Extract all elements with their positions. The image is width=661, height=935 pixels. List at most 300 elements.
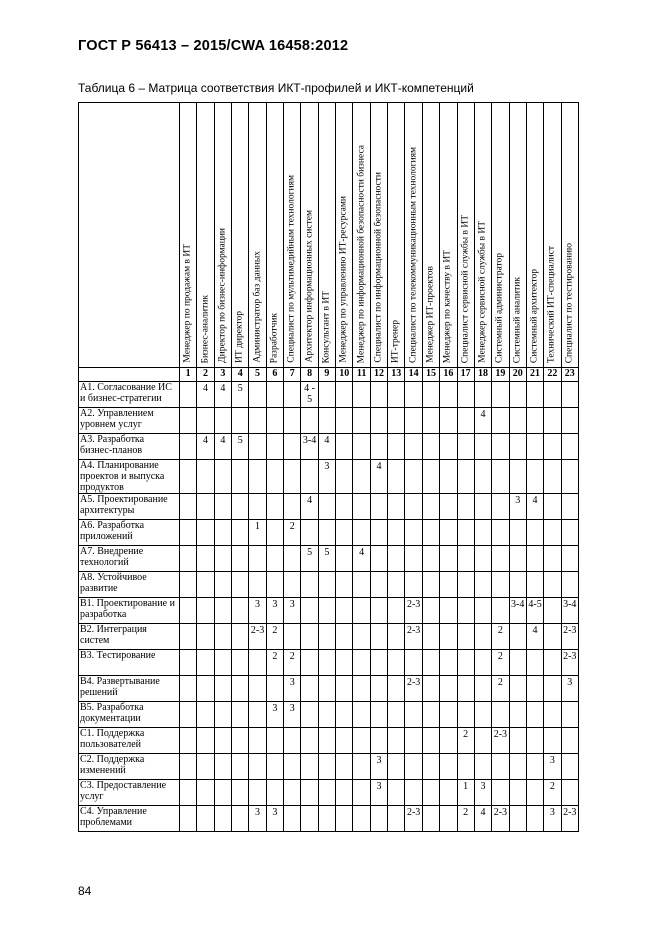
level-cell bbox=[492, 702, 509, 728]
role-header-cell bbox=[370, 103, 387, 368]
level-cell: 3-4 bbox=[301, 434, 318, 460]
level-cell bbox=[405, 460, 422, 494]
role-header-label: Специалист по информационной безопасности bbox=[373, 172, 384, 363]
level-cell bbox=[492, 754, 509, 780]
level-cell bbox=[180, 434, 197, 460]
level-cell: 2 bbox=[284, 520, 301, 546]
table-row bbox=[79, 728, 579, 754]
document-header-title: ГОСТ Р 56413 – 2015/CWA 16458:2012 bbox=[78, 38, 349, 54]
level-cell bbox=[318, 520, 335, 546]
level-cell bbox=[370, 546, 387, 572]
level-cell bbox=[180, 598, 197, 624]
level-cell bbox=[214, 806, 231, 832]
competence-cell: A8. Устойчивое развитие bbox=[79, 572, 180, 598]
level-cell bbox=[509, 780, 526, 806]
level-cell bbox=[301, 754, 318, 780]
level-cell bbox=[318, 780, 335, 806]
level-cell bbox=[526, 408, 543, 434]
level-cell bbox=[336, 754, 353, 780]
role-header-label: Менеджер по управлению ИТ-ресурсами bbox=[338, 196, 349, 363]
level-cell bbox=[370, 598, 387, 624]
column-number: 2 bbox=[197, 368, 214, 382]
level-cell bbox=[249, 676, 266, 702]
level-cell bbox=[214, 572, 231, 598]
level-cell bbox=[370, 806, 387, 832]
level-cell: 2-3 bbox=[492, 728, 509, 754]
level-cell bbox=[405, 434, 422, 460]
level-cell bbox=[197, 408, 214, 434]
level-cell bbox=[214, 494, 231, 520]
table-row bbox=[79, 546, 579, 572]
level-cell: 4 bbox=[214, 434, 231, 460]
level-cell bbox=[388, 598, 405, 624]
level-cell: 1 bbox=[249, 520, 266, 546]
column-number: 18 bbox=[474, 368, 491, 382]
level-cell: 4 bbox=[301, 494, 318, 520]
level-cell bbox=[492, 460, 509, 494]
competence-cell: A4. Планирование проектов и выпуска продуктов bbox=[79, 460, 180, 494]
competence-cell: B2. Интеграция систем bbox=[79, 624, 180, 650]
column-number: 21 bbox=[526, 368, 543, 382]
level-cell bbox=[180, 676, 197, 702]
level-cell bbox=[232, 780, 249, 806]
role-header-cell bbox=[180, 103, 197, 368]
level-cell: 3 bbox=[544, 806, 561, 832]
role-header-label: ИТ директор bbox=[234, 311, 245, 363]
level-cell bbox=[561, 520, 578, 546]
level-cell bbox=[370, 624, 387, 650]
level-cell bbox=[249, 650, 266, 676]
level-cell bbox=[353, 676, 370, 702]
level-cell bbox=[457, 572, 474, 598]
level-cell: 3 bbox=[561, 676, 578, 702]
level-cell bbox=[249, 572, 266, 598]
level-cell bbox=[232, 572, 249, 598]
level-cell bbox=[336, 806, 353, 832]
level-cell bbox=[388, 754, 405, 780]
level-cell bbox=[266, 728, 283, 754]
level-cell bbox=[509, 460, 526, 494]
level-cell bbox=[544, 382, 561, 408]
level-cell bbox=[180, 520, 197, 546]
level-cell bbox=[370, 494, 387, 520]
level-cell bbox=[388, 650, 405, 676]
level-cell bbox=[197, 650, 214, 676]
level-cell: 4 bbox=[526, 624, 543, 650]
level-cell bbox=[422, 650, 439, 676]
level-cell: 2 bbox=[266, 624, 283, 650]
level-cell bbox=[457, 408, 474, 434]
level-cell bbox=[214, 728, 231, 754]
level-cell bbox=[180, 546, 197, 572]
level-cell bbox=[318, 408, 335, 434]
level-cell bbox=[232, 546, 249, 572]
level-cell bbox=[388, 460, 405, 494]
level-cell: 4-5 bbox=[526, 598, 543, 624]
level-cell bbox=[474, 520, 491, 546]
level-cell bbox=[440, 676, 457, 702]
role-header-cell bbox=[249, 103, 266, 368]
level-cell bbox=[544, 650, 561, 676]
level-cell bbox=[318, 728, 335, 754]
level-cell bbox=[526, 460, 543, 494]
role-header-cell bbox=[561, 103, 578, 368]
level-cell bbox=[249, 702, 266, 728]
level-cell bbox=[214, 460, 231, 494]
level-cell bbox=[388, 408, 405, 434]
level-cell: 2 bbox=[284, 650, 301, 676]
column-number: 1 bbox=[180, 368, 197, 382]
level-cell: 3 bbox=[266, 598, 283, 624]
role-header-label: Администратор баз данных bbox=[252, 251, 263, 363]
level-cell bbox=[284, 408, 301, 434]
level-cell bbox=[370, 520, 387, 546]
level-cell bbox=[249, 754, 266, 780]
level-cell bbox=[509, 754, 526, 780]
level-cell bbox=[544, 494, 561, 520]
level-cell bbox=[336, 382, 353, 408]
level-cell bbox=[318, 702, 335, 728]
level-cell bbox=[544, 676, 561, 702]
role-header-cell bbox=[440, 103, 457, 368]
level-cell bbox=[180, 494, 197, 520]
level-cell: 2-3 bbox=[249, 624, 266, 650]
level-cell bbox=[353, 650, 370, 676]
level-cell bbox=[440, 408, 457, 434]
level-cell: 3-4 bbox=[561, 598, 578, 624]
level-cell bbox=[457, 434, 474, 460]
level-cell bbox=[492, 434, 509, 460]
column-number: 19 bbox=[492, 368, 509, 382]
level-cell bbox=[388, 546, 405, 572]
level-cell bbox=[474, 650, 491, 676]
level-cell bbox=[301, 520, 318, 546]
level-cell bbox=[492, 572, 509, 598]
level-cell bbox=[474, 494, 491, 520]
level-cell bbox=[318, 598, 335, 624]
level-cell bbox=[232, 624, 249, 650]
level-cell bbox=[266, 676, 283, 702]
level-cell bbox=[180, 728, 197, 754]
level-cell bbox=[197, 754, 214, 780]
level-cell bbox=[232, 754, 249, 780]
level-cell bbox=[492, 382, 509, 408]
level-cell bbox=[474, 702, 491, 728]
level-cell bbox=[197, 806, 214, 832]
level-cell bbox=[422, 494, 439, 520]
level-cell bbox=[440, 546, 457, 572]
role-header-cell bbox=[214, 103, 231, 368]
level-cell bbox=[388, 494, 405, 520]
level-cell bbox=[284, 460, 301, 494]
level-cell bbox=[440, 624, 457, 650]
level-cell: 2-3 bbox=[405, 676, 422, 702]
level-cell bbox=[457, 520, 474, 546]
column-number: 16 bbox=[440, 368, 457, 382]
role-header-label: Системный архитектор bbox=[529, 268, 540, 363]
level-cell bbox=[266, 754, 283, 780]
level-cell bbox=[422, 702, 439, 728]
level-cell bbox=[388, 676, 405, 702]
level-cell bbox=[353, 460, 370, 494]
level-cell: 5 bbox=[318, 546, 335, 572]
level-cell bbox=[232, 650, 249, 676]
level-cell bbox=[232, 806, 249, 832]
column-number: 4 bbox=[232, 368, 249, 382]
level-cell bbox=[318, 650, 335, 676]
level-cell bbox=[336, 598, 353, 624]
level-cell bbox=[353, 408, 370, 434]
level-cell bbox=[353, 728, 370, 754]
role-header-label: Специалист сервисной службы в ИТ bbox=[460, 214, 471, 363]
level-cell bbox=[422, 520, 439, 546]
level-cell: 3 bbox=[266, 702, 283, 728]
level-cell: 4 bbox=[197, 382, 214, 408]
level-cell bbox=[353, 382, 370, 408]
role-header-cell bbox=[457, 103, 474, 368]
level-cell bbox=[318, 572, 335, 598]
level-cell bbox=[509, 650, 526, 676]
level-cell bbox=[492, 546, 509, 572]
level-cell bbox=[370, 650, 387, 676]
level-cell: 5 bbox=[232, 434, 249, 460]
level-cell bbox=[284, 434, 301, 460]
table-row bbox=[79, 780, 579, 806]
level-cell: 3 bbox=[284, 702, 301, 728]
level-cell bbox=[526, 572, 543, 598]
level-cell bbox=[457, 546, 474, 572]
level-cell bbox=[422, 754, 439, 780]
column-number: 23 bbox=[561, 368, 578, 382]
role-header-label: Специалист по телекоммуникационным технологиям bbox=[408, 147, 419, 363]
level-cell bbox=[509, 382, 526, 408]
role-header-cell bbox=[474, 103, 491, 368]
column-number: 13 bbox=[388, 368, 405, 382]
level-cell bbox=[440, 754, 457, 780]
level-cell bbox=[405, 520, 422, 546]
level-cell bbox=[214, 546, 231, 572]
column-number: 6 bbox=[266, 368, 283, 382]
table-row bbox=[79, 382, 579, 408]
table-row bbox=[79, 650, 579, 676]
table-row bbox=[79, 806, 579, 832]
table-row bbox=[79, 520, 579, 546]
level-cell: 3 bbox=[284, 598, 301, 624]
level-cell bbox=[266, 780, 283, 806]
level-cell bbox=[284, 546, 301, 572]
role-header-label: Специалист по тестированию bbox=[564, 242, 575, 363]
level-cell: 2-3 bbox=[405, 624, 422, 650]
level-cell: 4 bbox=[474, 806, 491, 832]
level-cell bbox=[509, 676, 526, 702]
level-cell bbox=[509, 728, 526, 754]
competence-cell: C4. Управление проблемами bbox=[79, 806, 180, 832]
level-cell bbox=[388, 702, 405, 728]
role-header-label: Менеджер сервисной службы в ИТ bbox=[477, 221, 488, 363]
level-cell bbox=[301, 572, 318, 598]
level-cell bbox=[405, 650, 422, 676]
level-cell bbox=[388, 572, 405, 598]
level-cell bbox=[284, 494, 301, 520]
level-cell bbox=[232, 598, 249, 624]
level-cell bbox=[561, 780, 578, 806]
level-cell bbox=[422, 434, 439, 460]
level-cell: 2 bbox=[492, 676, 509, 702]
role-header-cell bbox=[492, 103, 509, 368]
level-cell bbox=[405, 546, 422, 572]
level-cell bbox=[353, 702, 370, 728]
level-cell: 5 bbox=[232, 382, 249, 408]
level-cell bbox=[526, 728, 543, 754]
level-cell: 3 bbox=[318, 460, 335, 494]
level-cell bbox=[318, 754, 335, 780]
level-cell bbox=[405, 754, 422, 780]
level-cell bbox=[197, 702, 214, 728]
level-cell bbox=[492, 408, 509, 434]
level-cell bbox=[440, 650, 457, 676]
level-cell bbox=[492, 494, 509, 520]
role-header-label: Системный аналитик bbox=[512, 276, 523, 363]
level-cell bbox=[370, 676, 387, 702]
column-number: 20 bbox=[509, 368, 526, 382]
level-cell bbox=[301, 624, 318, 650]
level-cell bbox=[232, 676, 249, 702]
role-header-cell bbox=[388, 103, 405, 368]
level-cell bbox=[197, 780, 214, 806]
level-cell bbox=[440, 702, 457, 728]
level-cell bbox=[370, 382, 387, 408]
level-cell bbox=[509, 806, 526, 832]
column-number: 3 bbox=[214, 368, 231, 382]
level-cell bbox=[526, 754, 543, 780]
role-header-cell bbox=[509, 103, 526, 368]
competence-cell: A2. Управлением уровнем услуг bbox=[79, 408, 180, 434]
level-cell bbox=[284, 382, 301, 408]
level-cell bbox=[440, 382, 457, 408]
level-cell bbox=[180, 572, 197, 598]
column-number-row bbox=[79, 368, 579, 382]
level-cell bbox=[353, 598, 370, 624]
level-cell bbox=[388, 624, 405, 650]
level-cell bbox=[561, 702, 578, 728]
level-cell bbox=[422, 572, 439, 598]
level-cell: 3-4 bbox=[509, 598, 526, 624]
level-cell bbox=[526, 382, 543, 408]
table-row bbox=[79, 460, 579, 494]
competence-cell: C3. Предоставление услуг bbox=[79, 780, 180, 806]
level-cell bbox=[474, 572, 491, 598]
competence-cell: A6. Разработка приложений bbox=[79, 520, 180, 546]
level-cell: 2 bbox=[457, 806, 474, 832]
table-row bbox=[79, 702, 579, 728]
level-cell bbox=[301, 598, 318, 624]
column-number: 8 bbox=[301, 368, 318, 382]
level-cell bbox=[457, 460, 474, 494]
role-header-cell bbox=[405, 103, 422, 368]
role-header-label: Бизнес-аналитик bbox=[200, 294, 211, 363]
level-cell bbox=[214, 754, 231, 780]
level-cell bbox=[370, 702, 387, 728]
level-cell bbox=[197, 598, 214, 624]
level-cell bbox=[440, 494, 457, 520]
level-cell bbox=[388, 806, 405, 832]
level-cell bbox=[457, 650, 474, 676]
level-cell bbox=[232, 728, 249, 754]
level-cell bbox=[388, 382, 405, 408]
level-cell bbox=[544, 408, 561, 434]
level-cell bbox=[440, 728, 457, 754]
level-cell bbox=[440, 460, 457, 494]
level-cell bbox=[197, 494, 214, 520]
level-cell bbox=[232, 494, 249, 520]
level-cell bbox=[422, 780, 439, 806]
column-number: 10 bbox=[336, 368, 353, 382]
level-cell bbox=[422, 806, 439, 832]
level-cell bbox=[249, 460, 266, 494]
level-cell bbox=[353, 780, 370, 806]
level-cell: 2-3 bbox=[561, 650, 578, 676]
level-cell bbox=[474, 754, 491, 780]
level-cell bbox=[180, 702, 197, 728]
level-cell bbox=[561, 494, 578, 520]
level-cell bbox=[197, 546, 214, 572]
level-cell: 4 bbox=[526, 494, 543, 520]
corner-cell bbox=[79, 103, 180, 368]
level-cell bbox=[284, 728, 301, 754]
level-cell bbox=[353, 494, 370, 520]
level-cell bbox=[526, 702, 543, 728]
level-cell bbox=[405, 728, 422, 754]
level-cell bbox=[197, 460, 214, 494]
role-header-cell bbox=[336, 103, 353, 368]
role-header-label: Менеджер по информационной безопасности бизнеса bbox=[356, 144, 367, 363]
level-cell bbox=[422, 382, 439, 408]
level-cell: 2 bbox=[457, 728, 474, 754]
level-cell bbox=[266, 520, 283, 546]
level-cell bbox=[526, 806, 543, 832]
level-cell bbox=[544, 520, 561, 546]
level-cell bbox=[405, 572, 422, 598]
level-cell bbox=[180, 806, 197, 832]
level-cell bbox=[353, 806, 370, 832]
level-cell bbox=[544, 546, 561, 572]
level-cell: 3 bbox=[509, 494, 526, 520]
level-cell: 4 - 5 bbox=[301, 382, 318, 408]
level-cell bbox=[526, 650, 543, 676]
level-cell bbox=[284, 754, 301, 780]
level-cell bbox=[318, 494, 335, 520]
level-cell bbox=[353, 624, 370, 650]
level-cell: 2-3 bbox=[405, 806, 422, 832]
level-cell bbox=[214, 624, 231, 650]
level-cell bbox=[474, 624, 491, 650]
level-cell: 4 bbox=[214, 382, 231, 408]
level-cell bbox=[370, 408, 387, 434]
level-cell bbox=[405, 408, 422, 434]
level-cell bbox=[388, 434, 405, 460]
level-cell bbox=[388, 728, 405, 754]
level-cell: 3 bbox=[474, 780, 491, 806]
level-cell bbox=[544, 702, 561, 728]
level-cell bbox=[492, 520, 509, 546]
level-cell bbox=[266, 546, 283, 572]
level-cell bbox=[509, 546, 526, 572]
level-cell bbox=[336, 728, 353, 754]
level-cell bbox=[457, 598, 474, 624]
level-cell bbox=[318, 676, 335, 702]
level-cell bbox=[266, 494, 283, 520]
level-cell: 2 bbox=[544, 780, 561, 806]
